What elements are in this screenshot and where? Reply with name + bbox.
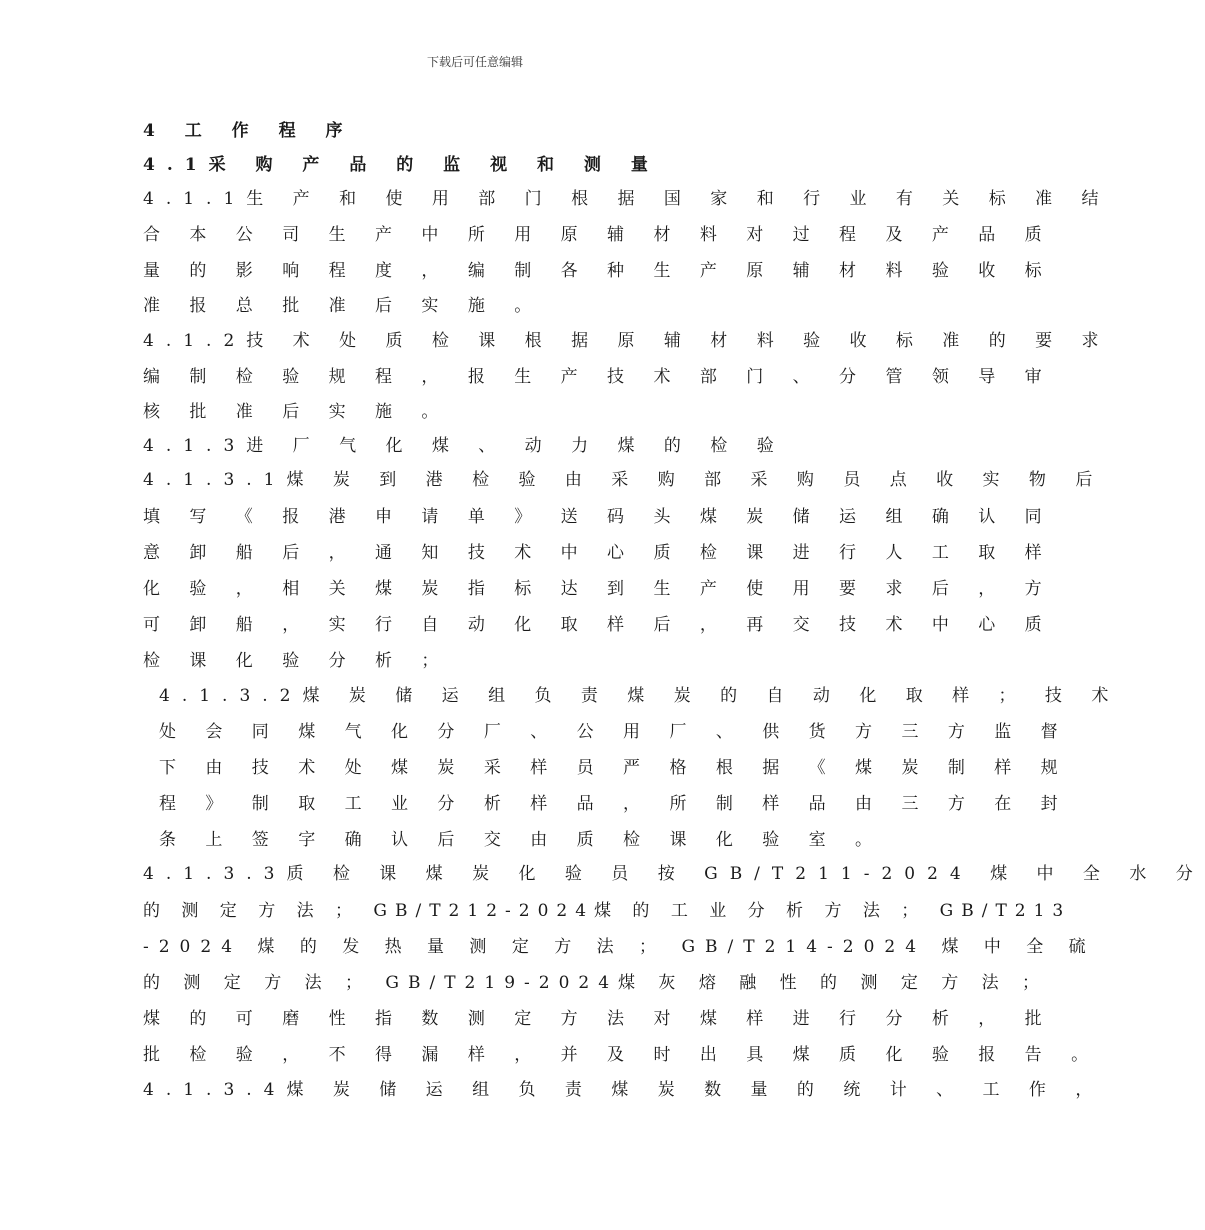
- text-line: 4.1.3.3质 检 课 煤 炭 化 验 员 按 GB/T211-2024 煤 中 全 水 分: [143, 864, 1205, 884]
- text-line: 4.1.2技 术 处 质 检 课 根 据 原 辅 材 料 验 收 标 准 的 要 求: [143, 331, 1111, 351]
- text-line: 化 验 ， 相 关 煤 炭 指 标 达 到 生 产 使 用 要 求 后 ， 方: [143, 579, 1054, 599]
- page-header-note: 下载后可任意编辑: [426, 55, 523, 69]
- text-line: 条 上 签 字 确 认 后 交 由 质 检 课 化 验 室 。: [159, 830, 885, 850]
- text-line: 可 卸 船 ， 实 行 自 动 化 取 样 后 ， 再 交 技 术 中 心 质: [143, 615, 1054, 635]
- text-line: 核 批 准 后 实 施 。: [143, 402, 451, 422]
- text-line: 程 》 制 取 工 业 分 析 样 品 ， 所 制 样 品 由 三 方 在 封: [159, 794, 1070, 814]
- text-line: 煤 的 可 磨 性 指 数 测 定 方 法 对 煤 样 进 行 分 析 ， 批: [143, 1009, 1054, 1029]
- text-line: 4.1.3进 厂 气 化 煤 、 动 力 煤 的 检 验: [143, 436, 786, 456]
- text-line: 的 测 定 方 法 ； GB/T219-2024煤 灰 熔 融 性 的 测 定 方 法 ；: [143, 973, 1049, 993]
- subsection-heading: 4.1采 购 产 品 的 监 视 和 测 量: [143, 155, 660, 175]
- text-line: 准 报 总 批 准 后 实 施 。: [143, 296, 544, 316]
- text-line: 填 写 《 报 港 申 请 单 》 送 码 头 煤 炭 储 运 组 确 认 同: [143, 507, 1054, 527]
- text-line: 4.1.1生 产 和 使 用 部 门 根 据 国 家 和 行 业 有 关 标 准 结: [143, 189, 1111, 209]
- text-line: 下 由 技 术 处 煤 炭 采 样 员 严 格 根 据 《 煤 炭 制 样 规: [159, 758, 1070, 778]
- section-heading: 4 工 作 程 序: [143, 121, 355, 141]
- text-line: 编 制 检 验 规 程 ， 报 生 产 技 术 部 门 、 分 管 领 导 审: [143, 367, 1054, 387]
- text-line: 的 测 定 方 法 ； GB/T212-2024煤 的 工 业 分 析 方 法 ； GB/T213: [143, 901, 1072, 921]
- text-line: 处 会 同 煤 气 化 分 厂 、 公 用 厂 、 供 货 方 三 方 监 督: [159, 722, 1070, 742]
- text-line: 意 卸 船 后 ， 通 知 技 术 中 心 质 检 课 进 行 人 工 取 样: [143, 543, 1054, 563]
- text-line: -2024 煤 的 发 热 量 测 定 方 法 ； GB/T214-2024 煤 中 全 硫: [143, 937, 1096, 957]
- text-line: 量 的 影 响 程 度 ， 编 制 各 种 生 产 原 辅 材 料 验 收 标: [143, 261, 1054, 281]
- text-line: 检 课 化 验 分 析 ；: [143, 651, 451, 671]
- text-line: 批 检 验 ， 不 得 漏 样 ， 并 及 时 出 具 煤 质 化 验 报 告 。: [143, 1045, 1101, 1065]
- text-line: 合 本 公 司 生 产 中 所 用 原 辅 材 料 对 过 程 及 产 品 质: [143, 225, 1054, 245]
- text-line: 4.1.3.4煤 炭 储 运 组 负 责 煤 炭 数 量 的 统 计 、 工 作 ，: [143, 1080, 1105, 1100]
- text-line: 4.1.3.1煤 炭 到 港 检 验 由 采 购 部 采 购 员 点 收 实 物 后: [143, 470, 1105, 490]
- text-line: 4.1.3.2煤 炭 储 运 组 负 责 煤 炭 的 自 动 化 取 样 ； 技 术: [159, 686, 1121, 706]
